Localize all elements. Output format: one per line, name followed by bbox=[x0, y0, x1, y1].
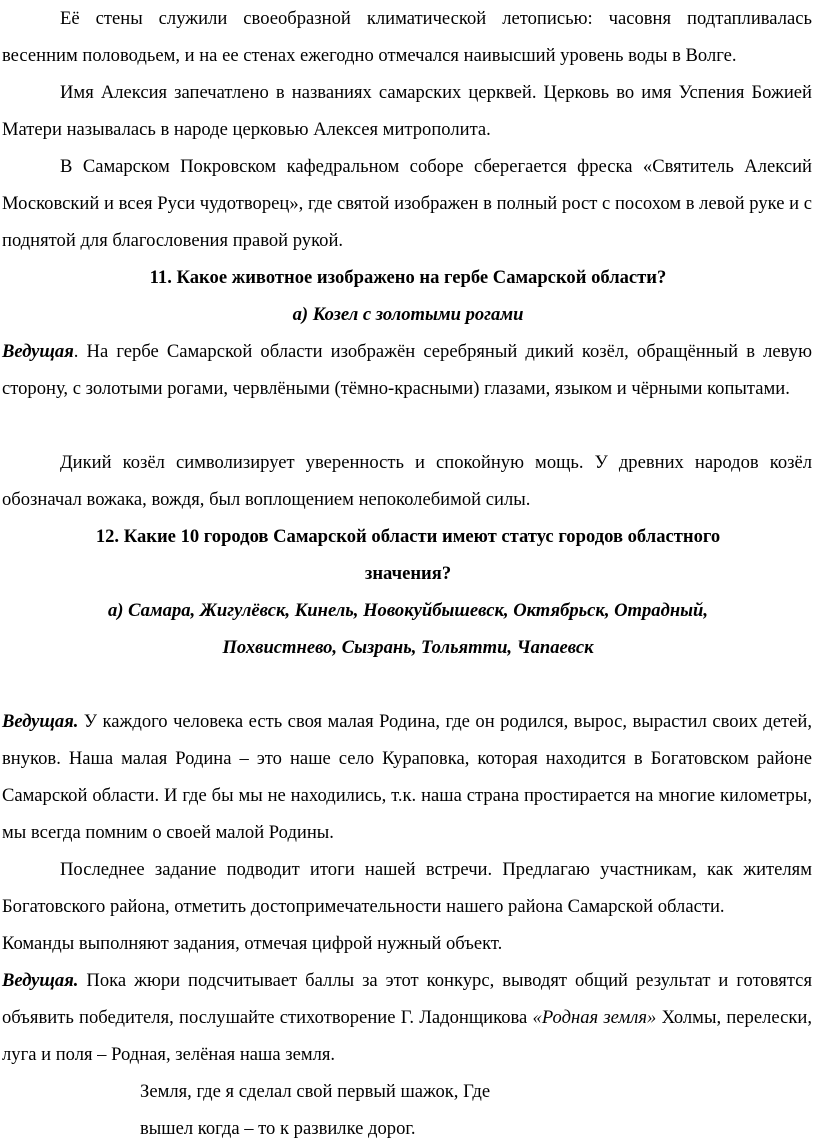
paragraph-teams: Команды выполняют задания, отмечая цифрой нужный объект. bbox=[2, 933, 503, 954]
paragraph-small-homeland bbox=[2, 703, 812, 851]
answer-12-line2: Похвистнево, Сызрань, Тольятти, Чапаевск bbox=[222, 637, 594, 658]
paragraph-text-end: Холмы, перелески, луга и поля – Родная, зелёная наша земля. bbox=[2, 1007, 812, 1065]
question-12-line1: 12. Какие 10 городов Самарской области имеют статус городов областного bbox=[95, 526, 721, 547]
paragraph-text: У каждого человека есть своя малая Родина, где он родился, вырос, вырастил своих детей, внуков. Наша малая Родина – это наше село Кураповка, которая находится в Богатовском районе Самарской области. И где бы мы не находились, т.к. наша страна простирается на многие километры, мы всегда помним о своей малой Родины. bbox=[2, 711, 812, 843]
question-11: 11. Какое животное изображено на гербе Самарской области? bbox=[149, 267, 667, 288]
host-label: Ведущая. bbox=[2, 970, 79, 991]
poem-line-1: Земля, где я сделал свой первый шажок, Где bbox=[140, 1081, 491, 1102]
host-label: Ведущая bbox=[2, 341, 74, 362]
poem-line-2: вышел когда – то к развилке дорог. bbox=[140, 1118, 416, 1139]
paragraph-poem-intro bbox=[2, 962, 812, 1073]
paragraph-alexy-churches: Имя Алексия запечатлено в названиях самарских церквей. Церковь во имя Успения Божией Матери называлась в народе церковью Алексея митрополита. bbox=[2, 82, 812, 140]
host-label: Ведущая. bbox=[2, 711, 79, 732]
paragraph-coat-of-arms bbox=[2, 333, 812, 407]
paragraph-goat-symbol: Дикий козёл символизирует уверенность и спокойную мощь. У древних народов козёл обозначал вожака, вождя, был воплощением непоколебимой силы. bbox=[2, 452, 812, 510]
paragraph-fresco: В Самарском Покровском кафедральном соборе сберегается фреска «Святитель Алексий Московский и всея Руси чудотворец», где святой изображен в полный рост с посохом в левой руке и с поднятой для благословения правой рукой. bbox=[2, 156, 812, 251]
answer-12-line1: а) Самара, Жигулёвск, Кинель, Новокуйбышевск, Октябрьск, Отрадный, bbox=[107, 600, 709, 621]
question-12-line2: значения? bbox=[364, 563, 452, 584]
answer-11: а) Козел с золотыми рогами bbox=[292, 304, 524, 325]
poem-title: «Родная земля» bbox=[532, 1007, 657, 1028]
paragraph-chapel-chronicle: Её стены служили своеобразной климатической летописью: часовня подтапливалась весенним половодьем, и на ее стенах ежегодно отмечался наивысший уровень воды в Волге. bbox=[2, 8, 812, 66]
paragraph-last-task: Последнее задание подводит итоги нашей встречи. Предлагаю участникам, как жителям Богатовского района, отметить достопримечательности нашего района Самарской области. bbox=[2, 859, 812, 917]
paragraph-text: Пока жюри подсчитывает баллы за этот конкурс, выводят общий результат и готовятся объявить победителя, послушайте стихотворение Г. Ладонщикова bbox=[2, 970, 812, 1028]
paragraph-text: . На гербе Самарской области изображён серебряный дикий козёл, обращённый в левую сторону, с золотыми рогами, червлёными (тёмно-красными) глазами, языком и чёрными копытами. bbox=[2, 341, 812, 399]
